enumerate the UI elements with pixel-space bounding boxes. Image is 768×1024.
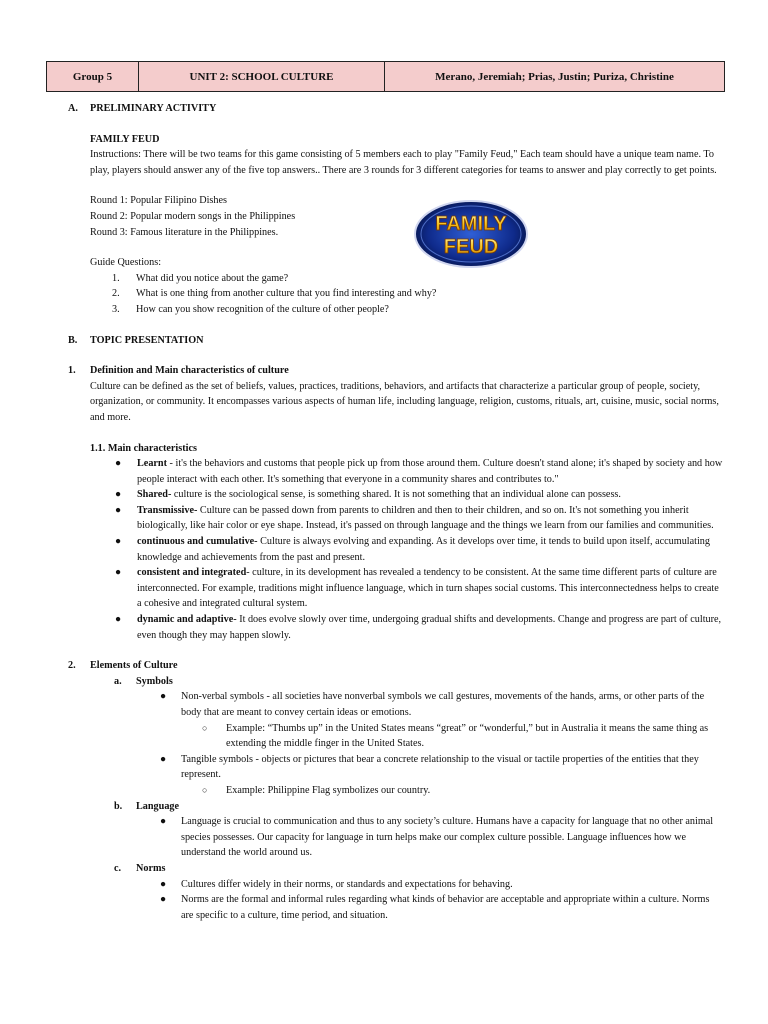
guide-questions-list (0, 271, 768, 318)
instructions-text: Instructions: There will be two teams for this game consisting of 5 members each to play "Family Feud," Each team should have a unique team name. To play, players should answer any of the five top answers.. There are 3 rounds for 3 different categories for teams to answer and play correctly to get points. (90, 149, 717, 176)
list-item: ● Language is crucial to communication and thus to any society’s culture. Humans have a capacity for language that no other animal species possesses. Our capacity for language in turn helps make our complex culture possible. Language influences how we understand the world around us. (160, 816, 714, 859)
list-item: ● Tangible symbols - objects or pictures that bear a concrete relationship to the visual or tactile properties of the entities that they represent. (160, 753, 699, 781)
list-item: ● dynamic and adaptive- It does evolve slowly over time, undergoing gradual shifts and developments. Change and progress are part of culture, even though they may happen slowly. (115, 614, 722, 641)
topic-2-heading: 2. Elements of Culture (68, 660, 178, 672)
list-item: ● Norms are the formal and informal rules regarding what kinds of behavior are acceptable and appropriate within a culture. Norms are specific to a culture, time period, and situation. (160, 894, 710, 921)
round-2: Round 2: Popular modern songs in the Philippines (90, 210, 296, 222)
guide-questions-label: Guide Questions: (90, 257, 162, 269)
family-feud-title: FAMILY FEUD (90, 133, 160, 145)
list-item: ○ Example: “Thumbs up” in the United States means “great” or “wonderful,” but in Australia it means the same thing as extending the middle finger in the United States. (202, 722, 709, 750)
list-item: ● continuous and cumulative- Culture is always evolving and expanding. As it develops over time, it tends to build upon itself, accumulating knowledge and achievements from the past and present. (115, 536, 710, 563)
list-item: ● Shared- culture is the sociological sense, is something shared. It is not something that an individual alone can possess. (115, 489, 621, 501)
unit-cell: UNIT 2: SCHOOL CULTURE (139, 62, 385, 91)
list-item: ● Cultures differ widely in their norms, or standards and expectations for behaving. (160, 878, 513, 890)
list-item: 1. What did you notice about the game? (112, 272, 289, 284)
members-cell: Merano, Jeremiah; Prias, Justin; Puriza, Christine (435, 70, 674, 83)
header-table (46, 61, 725, 92)
section-b-heading: B. TOPIC PRESENTATION (68, 334, 204, 346)
language-heading: b. Language (114, 800, 180, 812)
group-cell: Group 5 (47, 62, 139, 91)
list-item: ● Transmissive- Culture can be passed down from parents to children and then to their children, and so on. It's not something you inherit biologically, like hair color or eye shape. Instead, it's passed on through language and the things we learn from our families and communities. (115, 504, 714, 532)
main-characteristics-heading: 1.1. Main characteristics (90, 442, 197, 454)
culture-definition: Culture can be defined as the set of beliefs, values, practices, traditions, behaviors, and artifacts that characterize a particular group of people, society, organization, or community. It encompasses various aspects of human life, including language, religion, customs, rituals, art, cuisine, music, social norms, and more. (90, 380, 719, 423)
norms-heading: c. Norms (114, 862, 166, 874)
round-1: Round 1: Popular Filipino Dishes (90, 195, 227, 207)
logo-line2: FEUD (443, 236, 499, 258)
symbols-list (0, 689, 768, 720)
list-item: ○ Example: Philippine Flag symbolizes our country. (202, 784, 431, 796)
topic-1-heading: 1. Definition and Main characteristics of culture (68, 365, 289, 377)
language-list (0, 814, 768, 861)
list-item: 3. How can you show recognition of the culture of other people? (112, 303, 389, 315)
list-item: ● consistent and integrated- culture, in its development has revealed a tendency to be consistent. At the same time different parts of culture are interconnected. For example, traditions might influence language, which in turn shapes social customs. This interconnectedness helps to create a cohesive and integrated cultural system. (115, 567, 719, 610)
logo-line1: FAMILY (435, 213, 507, 235)
list-item: 2. What is one thing from another culture that you find interesting and why? (112, 288, 437, 300)
symbols-heading: a. Symbols (114, 675, 173, 687)
list-item: ● Learnt - it's the behaviors and customs that people pick up from those around them. Culture doesn't stand alone; it's shaped by society and how people interact with each other. It's something that everyone in a community shares and contributes to." (115, 458, 723, 485)
norms-list (0, 877, 768, 924)
characteristics-list (0, 456, 768, 643)
section-a-heading: A. PRELIMINARY ACTIVITY (68, 103, 217, 114)
list-item: ● Non-verbal symbols - all societies have nonverbal symbols we call gestures, movements of the hands, arms, or other parts of the body that are meant to convey certain ideas or emotions. (160, 691, 705, 718)
round-3: Round 3: Famous literature in the Philippines. (90, 226, 279, 238)
